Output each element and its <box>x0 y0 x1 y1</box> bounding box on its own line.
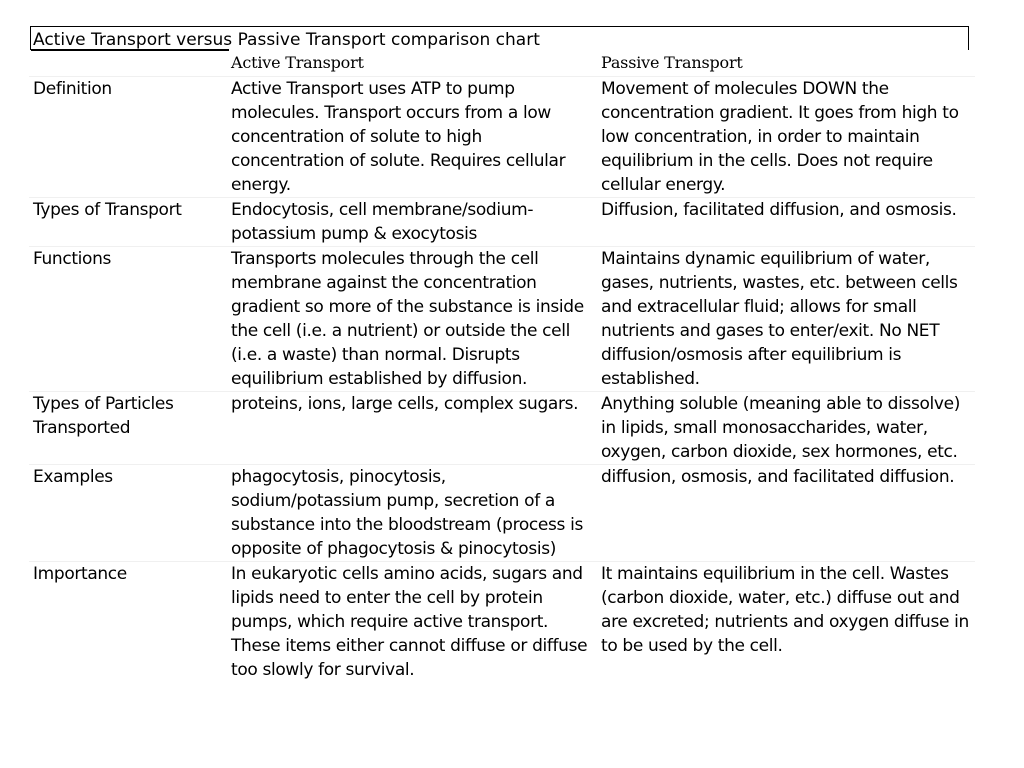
passive-cell: Movement of molecules DOWN the concentration gradient. It goes from high to low concentration, in order to maintain equilibrium in the cells. Does not require cellular energy. <box>597 77 975 198</box>
active-cell: Transports molecules through the cell membrane against the concentration gradient so more of the substance is inside the cell (i.e. a nutrient) or outside the cell (i.e. a waste) than normal. Disrupts equilibrium established by diffusion. <box>227 247 597 392</box>
header-row <box>29 50 975 77</box>
header-blank <box>29 50 227 77</box>
table-row-definition <box>29 77 975 198</box>
passive-cell: It maintains equilibrium in the cell. Wastes (carbon dioxide, water, etc.) diffuse out and are excreted; nutrients and oxygen diffuse in to be used by the cell. <box>597 562 975 683</box>
row-label: Importance <box>29 562 227 683</box>
passive-cell: Diffusion, facilitated diffusion, and osmosis. <box>597 198 975 247</box>
table-row-functions <box>29 247 975 392</box>
row-label: Examples <box>29 465 227 562</box>
active-cell: Endocytosis, cell membrane/sodium-potassium pump & exocytosis <box>227 198 597 247</box>
header-active-transport: Active Transport <box>231 53 364 72</box>
active-cell: Active Transport uses ATP to pump molecules. Transport occurs from a low concentration of solute to high concentration of solute. Requires cellular energy. <box>227 77 597 198</box>
active-cell: proteins, ions, large cells, complex sugars. <box>227 392 597 465</box>
table-row-examples <box>29 465 975 562</box>
active-cell: phagocytosis, pinocytosis, sodium/potassium pump, secretion of a substance into the bloodstream (process is opposite of phagocytosis & pinocytosis) <box>227 465 597 562</box>
passive-cell: diffusion, osmosis, and facilitated diffusion. <box>597 465 975 562</box>
passive-cell: Maintains dynamic equilibrium of water, gases, nutrients, wastes, etc. between cells and extracellular fluid; allows for small nutrients and gases to enter/exit. No NET diffusion/osmosis after equilibrium is established. <box>597 247 975 392</box>
active-cell: In eukaryotic cells amino acids, sugars and lipids need to enter the cell by protein pumps, which require active transport. These items either cannot diffuse or diffuse too slowly for survival. <box>227 562 597 683</box>
table-row-types-of-particles <box>29 392 975 465</box>
row-label: Types of Transport <box>29 198 227 247</box>
table-row-types-of-transport <box>29 198 975 247</box>
row-label: Definition <box>29 77 227 198</box>
row-label: Functions <box>29 247 227 392</box>
table-row-importance <box>29 562 975 683</box>
comparison-table <box>29 50 975 682</box>
row-label: Types of Particles Transported <box>29 392 227 465</box>
chart-title: Active Transport versus Passive Transport comparison chart <box>33 30 540 50</box>
header-passive-transport: Passive Transport <box>601 53 743 72</box>
passive-cell: Anything soluble (meaning able to dissolve) in lipids, small monosaccharides, water, oxygen, carbon dioxide, sex hormones, etc. <box>597 392 975 465</box>
